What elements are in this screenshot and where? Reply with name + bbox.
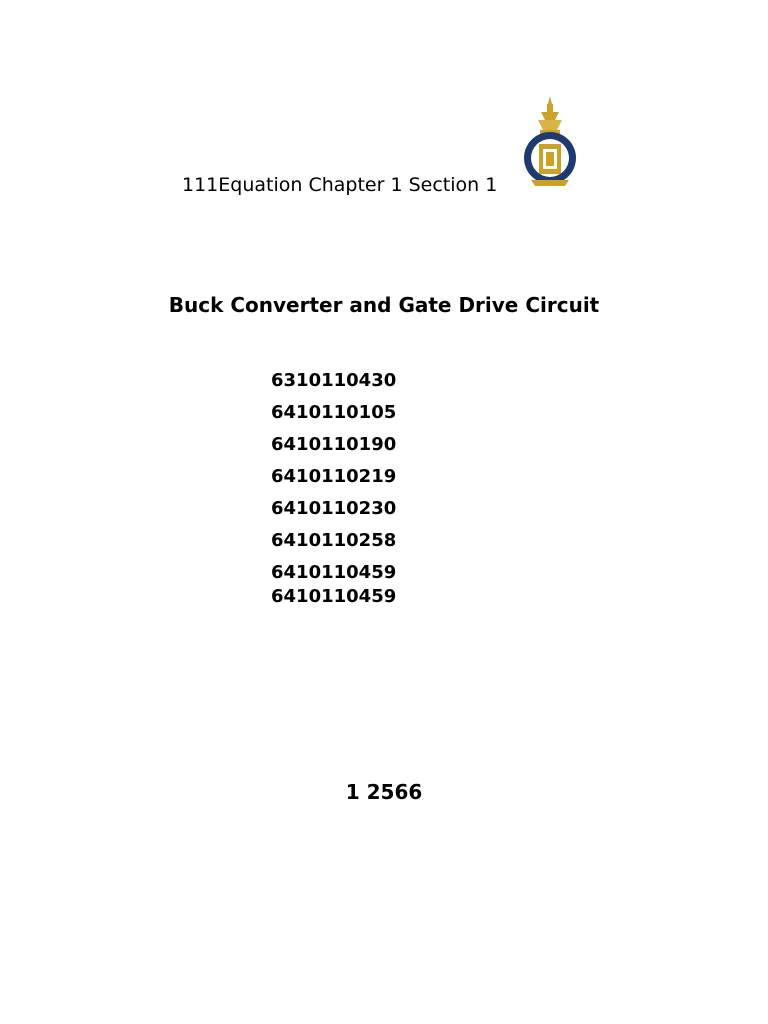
cover-title-english: Buck Converter and Gate Drive Circuit — [168, 293, 600, 317]
member-id: 6410110190 — [271, 434, 397, 455]
footer-semester-number: 1 — [345, 780, 360, 804]
member-id: 6410110459 — [271, 562, 397, 583]
member-item — [271, 585, 691, 609]
member-list — [271, 369, 691, 617]
member-item — [271, 433, 691, 457]
footer-academic-year: 2566 — [366, 780, 423, 804]
member-item — [271, 497, 691, 521]
member-item — [271, 401, 691, 425]
university-seal-icon — [519, 94, 581, 192]
member-id: 6410110258 — [271, 530, 397, 551]
member-item — [271, 369, 691, 393]
member-id: 6410110459 — [271, 586, 397, 607]
member-item — [271, 561, 691, 585]
member-item — [271, 529, 691, 553]
member-item — [271, 465, 691, 489]
member-id: 6410110230 — [271, 498, 397, 519]
member-id: 6310110430 — [271, 370, 397, 391]
field-code-text: 111Equation Chapter 1 Section 1 — [182, 174, 498, 196]
footer-semester-line — [0, 779, 768, 805]
member-id: 6410110219 — [271, 466, 397, 487]
member-id: 6410110105 — [271, 402, 397, 423]
